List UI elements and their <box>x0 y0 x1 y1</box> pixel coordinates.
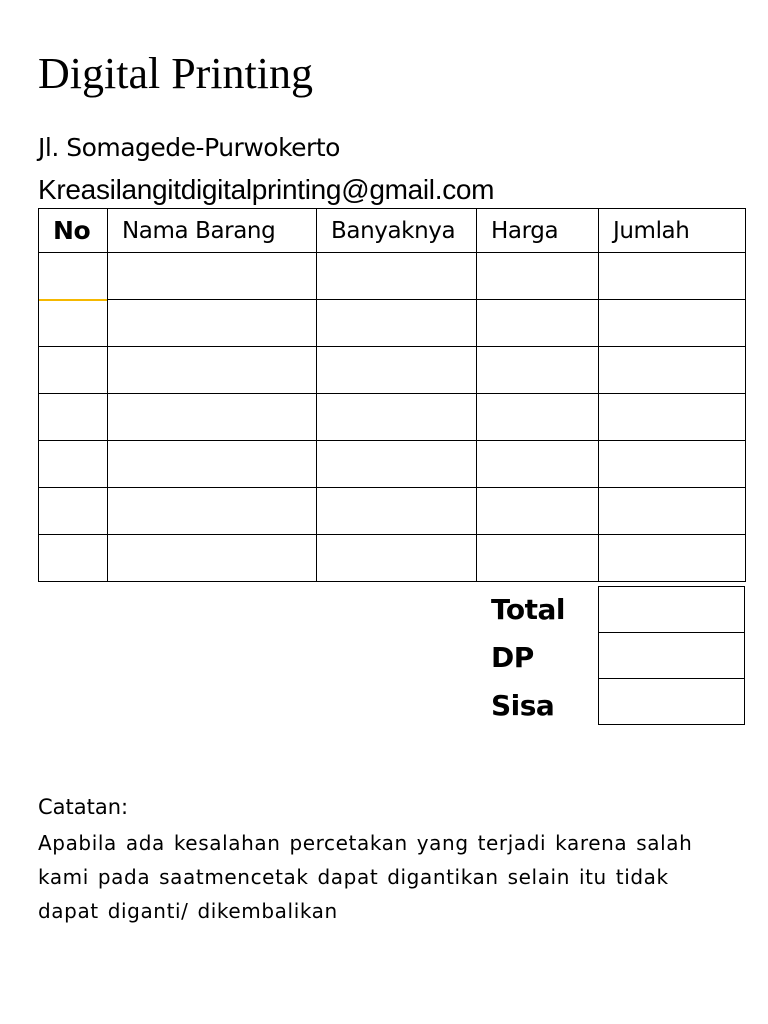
table-row <box>39 488 746 535</box>
table-row <box>39 300 746 347</box>
cell-banyaknya <box>317 253 477 300</box>
cell-nama-barang <box>108 300 317 347</box>
summary-row-total <box>599 587 745 633</box>
total-label: Total <box>491 593 565 626</box>
table-row <box>39 394 746 441</box>
table-header-row <box>39 209 746 253</box>
cell-harga <box>477 488 599 535</box>
table-row <box>39 441 746 488</box>
cell-harga <box>477 535 599 582</box>
table-row <box>39 535 746 582</box>
cell-jumlah <box>599 441 746 488</box>
dp-label: DP <box>491 641 534 674</box>
cell-no <box>39 253 108 300</box>
cell-nama-barang <box>108 253 317 300</box>
cell-nama-barang <box>108 441 317 488</box>
cell-jumlah <box>599 300 746 347</box>
cell-banyaknya <box>317 394 477 441</box>
cell-banyaknya <box>317 535 477 582</box>
table-row <box>39 347 746 394</box>
notes-heading: Catatan: <box>38 795 129 819</box>
column-header-nama-barang: Nama Barang <box>108 209 317 253</box>
cell-no <box>39 535 108 582</box>
cell-banyaknya <box>317 441 477 488</box>
cell-jumlah <box>599 253 746 300</box>
cell-jumlah <box>599 488 746 535</box>
column-header-no: No <box>39 209 108 253</box>
cell-harga <box>477 347 599 394</box>
shop-address: Jl. Somagede-Purwokerto <box>38 133 340 162</box>
cell-banyaknya <box>317 347 477 394</box>
shop-email: Kreasilangitdigitalprinting@gmail.com <box>38 174 495 205</box>
invoice-table <box>38 208 746 582</box>
dp-value-cell <box>599 633 745 679</box>
cell-nama-barang <box>108 535 317 582</box>
document-title: Digital Printing <box>38 49 313 98</box>
cell-nama-barang <box>108 347 317 394</box>
cell-banyaknya <box>317 488 477 535</box>
cell-nama-barang <box>108 394 317 441</box>
cell-no <box>39 488 108 535</box>
sisa-label: Sisa <box>491 689 555 722</box>
column-header-harga: Harga <box>477 209 599 253</box>
cell-harga <box>477 441 599 488</box>
cell-harga <box>477 394 599 441</box>
cell-nama-barang <box>108 488 317 535</box>
sisa-value-cell <box>599 679 745 725</box>
summary-row-sisa <box>599 679 745 725</box>
cell-no <box>39 394 108 441</box>
summary-table <box>598 586 745 725</box>
cell-no <box>39 441 108 488</box>
yellow-underline-mark <box>39 299 107 301</box>
table-row <box>39 253 746 300</box>
cell-harga <box>477 300 599 347</box>
notes-body: Apabila ada kesalahan percetakan yang terjadi karena salah kami pada saatmencetak dapat digantikan selain itu tidak dapat diganti/ dikembalikan <box>38 831 693 923</box>
cell-no <box>39 347 108 394</box>
total-value-cell <box>599 587 745 633</box>
cell-jumlah <box>599 394 746 441</box>
cell-harga <box>477 253 599 300</box>
cell-jumlah <box>599 347 746 394</box>
column-header-banyaknya: Banyaknya <box>317 209 477 253</box>
cell-jumlah <box>599 535 746 582</box>
column-header-jumlah: Jumlah <box>599 209 746 253</box>
summary-row-dp <box>599 633 745 679</box>
cell-no <box>39 300 108 347</box>
cell-banyaknya <box>317 300 477 347</box>
